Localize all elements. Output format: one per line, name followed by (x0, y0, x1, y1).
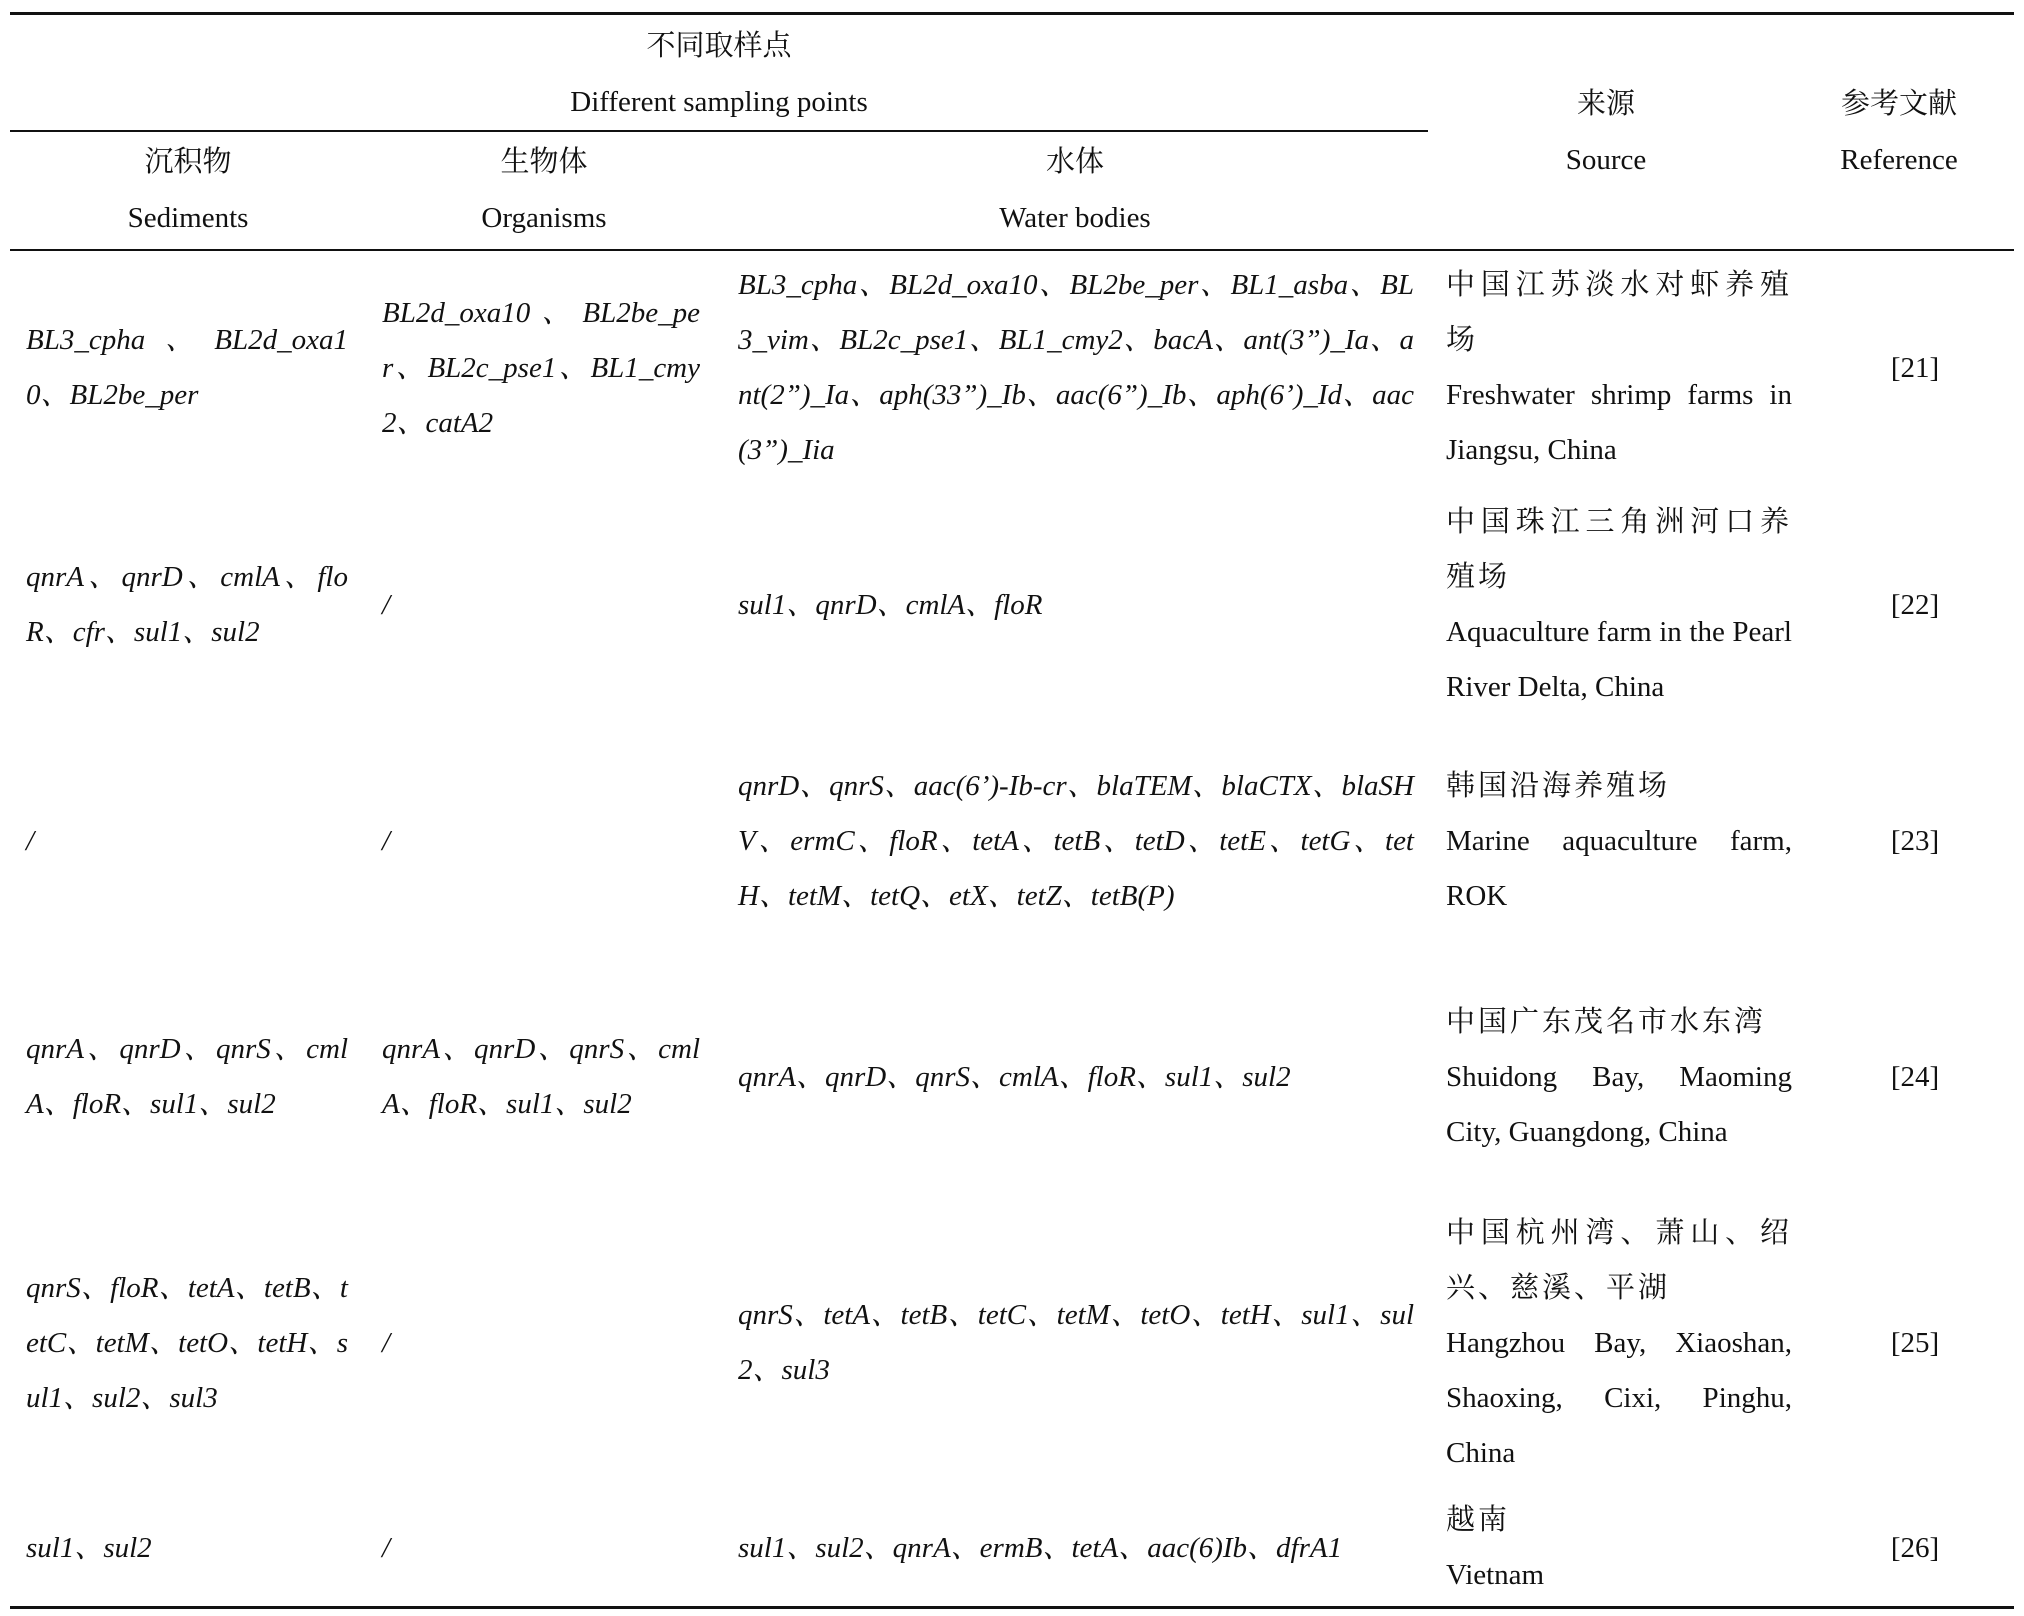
reference-cell: [23] (1890, 824, 1940, 857)
source-cell (1446, 992, 1792, 1162)
sediments-cell: sul1、sul2 (26, 1531, 152, 1564)
water-bodies-cell: qnrD、qnrS、aac(6’)-Ib-cr、blaTEM、blaCTX、blaSHV、ermC、floR、tetA、tetB、tetD、tetE、tetG、tetH、tetM、tetQ、etX、tetZ、tetB(P) (738, 769, 1414, 912)
header-water-bodies (722, 134, 1428, 246)
header-sediments (10, 134, 366, 246)
source-en: Hangzhou Bay, Xiaoshan, Shaoxing, Cixi, Pinghu, China (1446, 1326, 1792, 1469)
header-organisms (366, 134, 722, 246)
source-zh: 中国杭州湾、萧山、绍兴、慈溪、平湖 (1446, 1216, 1792, 1304)
source-en: Marine aquaculture farm, ROK (1446, 824, 1792, 912)
source-cell (1446, 258, 1792, 478)
header-source-zh: 来源 (1576, 88, 1635, 120)
source-en: Vietnam (1446, 1559, 1545, 1591)
source-cell (1446, 756, 1792, 926)
source-cell (1446, 495, 1792, 715)
header-sampling-points-en: Different sampling points (570, 86, 868, 118)
source-zh: 中国江苏淡水对虾养殖场 (1446, 269, 1792, 356)
organisms-cell: / (382, 588, 391, 621)
header-organisms-zh: 生物体 (500, 146, 588, 178)
source-en: Freshwater shrimp farms in Jiangsu, China (1446, 379, 1792, 466)
source-zh: 中国珠江三角洲河口养殖场 (1446, 506, 1792, 593)
reference-cell: [25] (1890, 1326, 1940, 1359)
header-water-bodies-en: Water bodies (999, 202, 1151, 234)
header-organisms-en: Organisms (481, 202, 607, 234)
header-bottom-rule (10, 249, 2014, 251)
water-bodies-cell: qnrA、qnrD、qnrS、cmlA、floR、sul1、sul2 (738, 1060, 1291, 1093)
header-source-en: Source (1565, 144, 1647, 176)
table-row (0, 1203, 2024, 1483)
sediments-cell: qnrS、floR、tetA、tetB、tetC、tetM、tetO、tetH、sul1、sul2、sul3 (26, 1271, 348, 1414)
sediments-cell: qnrA、qnrD、qnrS、cmlA、floR、sul1、sul2 (26, 1033, 348, 1120)
organisms-cell: / (382, 1326, 391, 1359)
header-reference-zh: 参考文献 (1840, 88, 1957, 120)
header-sampling-points (10, 18, 1428, 130)
source-en: Shuidong Bay, Maoming City, Guangdong, China (1446, 1060, 1792, 1148)
source-zh: 中国广东茂名市水东湾 (1446, 1005, 1767, 1038)
reference-cell: [22] (1890, 588, 1940, 621)
organisms-cell: qnrA、qnrD、qnrS、cmlA、floR、sul1、sul2 (382, 1033, 700, 1120)
source-en: Aquaculture farm in the Pearl River Delta, China (1446, 616, 1792, 703)
header-sampling-points-zh: 不同取样点 (646, 30, 792, 62)
organisms-cell: BL2d_oxa10、BL2be_per、BL2c_pse1、BL1_cmy2、catA2 (382, 296, 700, 439)
reference-cell: [21] (1890, 351, 1940, 384)
reference-cell: [26] (1890, 1531, 1940, 1564)
header-sediments-en: Sediments (127, 202, 249, 234)
sediments-cell: BL3_cpha、BL2d_oxa10、BL2be_per (26, 324, 348, 411)
sediments-cell: / (26, 824, 35, 857)
table-row (0, 992, 2024, 1162)
bottom-rule (10, 1606, 2014, 1609)
source-cell (1446, 1493, 1792, 1603)
water-bodies-cell: sul1、sul2、qnrA、ermB、tetA、aac(6)Ib、dfrA1 (738, 1531, 1343, 1564)
header-reference (1784, 76, 2014, 188)
sediments-cell: qnrA、qnrD、cmlA、floR、cfr、sul1、sul2 (26, 561, 348, 648)
source-cell (1446, 1203, 1792, 1483)
reference-cell: [24] (1890, 1060, 1940, 1093)
top-rule (10, 12, 2014, 15)
source-zh: 越南 (1446, 1504, 1511, 1536)
header-water-bodies-zh: 水体 (1045, 146, 1104, 178)
table-row (0, 756, 2024, 926)
header-source (1428, 76, 1784, 188)
table-row (0, 1493, 2024, 1603)
water-bodies-cell: sul1、qnrD、cmlA、floR (738, 588, 1043, 621)
header-reference-en: Reference (1840, 144, 1958, 176)
water-bodies-cell: qnrS、tetA、tetB、tetC、tetM、tetO、tetH、sul1、sul2、sul3 (738, 1299, 1414, 1386)
table-row (0, 258, 2024, 478)
organisms-cell: / (382, 1531, 391, 1564)
organisms-cell: / (382, 824, 391, 857)
water-bodies-cell: BL3_cpha、BL2d_oxa10、BL2be_per、BL1_asba、BL3_vim、BL2c_pse1、BL1_cmy2、bacA、ant(3”)_Ia、ant(2”)_Ia、aph(33”)_Ib、aac(6”)_Ib、aph(6’)_Id、aac(3”)_Iia (738, 269, 1414, 466)
source-zh: 韩国沿海养殖场 (1446, 769, 1671, 802)
header-sediments-zh: 沉积物 (144, 146, 232, 178)
sampling-points-rule (10, 130, 1428, 132)
table-row (0, 495, 2024, 715)
